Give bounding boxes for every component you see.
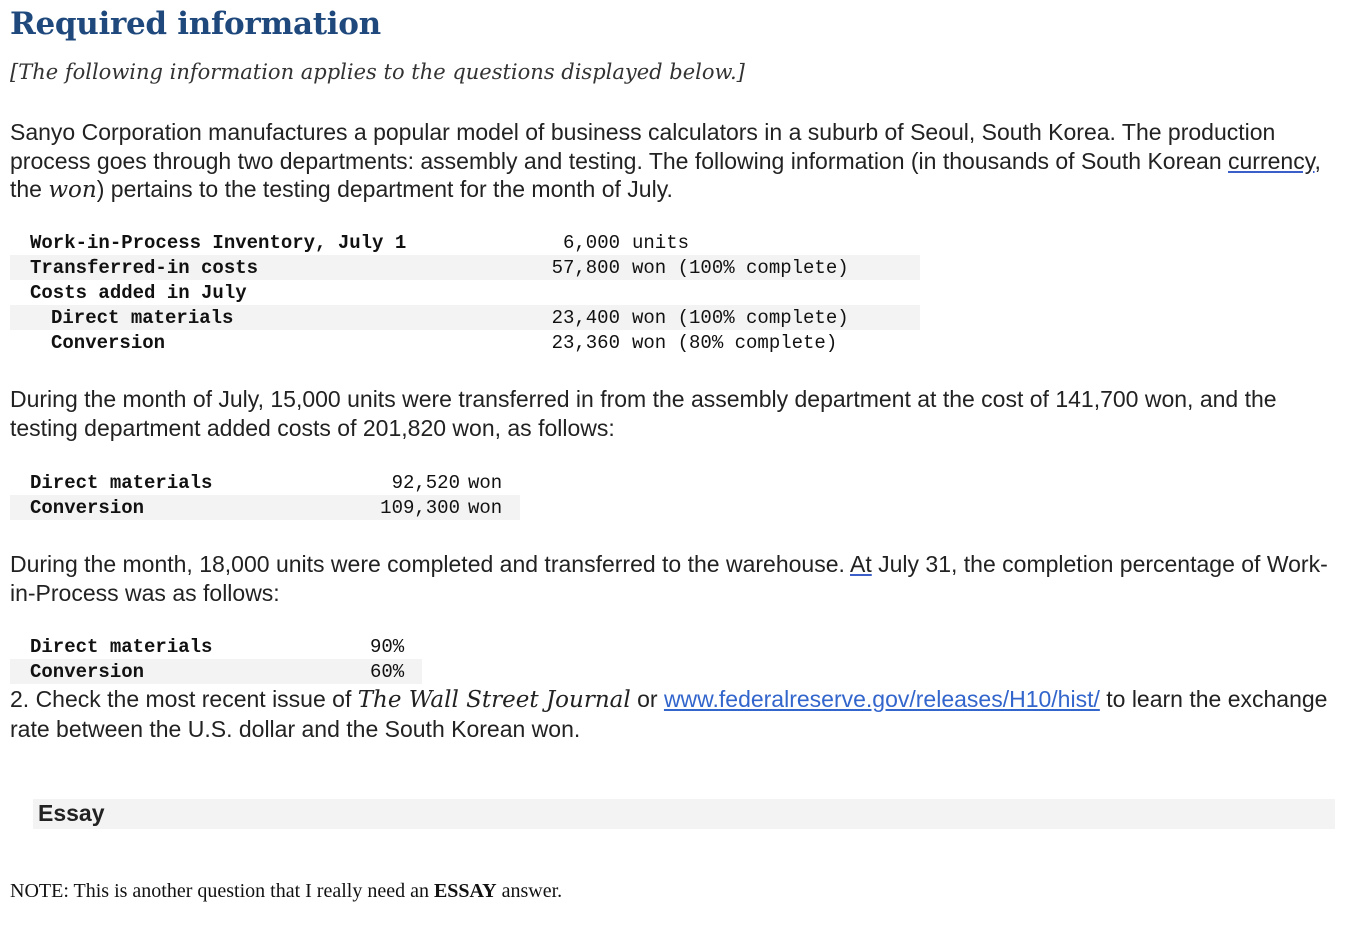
completion-text: During the month, 18,000 units were completed and transferred to the warehouse. (10, 551, 851, 577)
intro-text: ) pertains to the testing department for the month of July. (96, 176, 673, 202)
intro-text: , the (10, 147, 1321, 202)
row-value: 57,800 (480, 255, 620, 280)
row-label: Conversion (10, 659, 370, 684)
question-text: or (630, 686, 664, 712)
row-value: 92,520 (391, 471, 460, 494)
row-value: 23,400 (480, 305, 620, 330)
essay-section-header (33, 799, 1335, 829)
table-row (10, 305, 920, 330)
costs-added-table (10, 470, 520, 520)
row-label: Conversion (10, 495, 260, 520)
page-subtitle: [The following information applies to the questions displayed below.] (10, 60, 745, 84)
row-value: 23,360 (551, 331, 620, 354)
essay-label: Essay (38, 800, 105, 826)
table-row (10, 330, 920, 355)
row-label: Direct materials (30, 635, 213, 658)
table-row (10, 634, 422, 659)
page-title: Required information (10, 6, 381, 42)
row-suffix: units (632, 231, 690, 254)
row-suffix: won (100% complete) (620, 305, 920, 330)
journal-title: The Wall Street Journal (357, 687, 631, 713)
row-label: Work-in-Process Inventory, July 1 (30, 231, 407, 254)
note-emphasis: ESSAY (433, 880, 497, 902)
row-value: 109,300 (260, 495, 460, 520)
transfer-paragraph: During the month of July, 15,000 units were transferred in from the assembly department at the cost of 141,700 won, and the testing department added costs of 201,820 won, as follows: (10, 386, 1277, 441)
row-value: 6,000 (562, 231, 620, 254)
note-part: answer. (496, 880, 563, 902)
federal-reserve-link[interactable]: www.federalreserve.gov/releases/H10/hist/ (663, 686, 1100, 712)
table-row (10, 659, 422, 684)
completion-table (10, 634, 422, 684)
row-suffix: won (80% complete) (632, 331, 838, 354)
won-word: won (48, 177, 97, 203)
table-row (10, 255, 920, 280)
row-suffix: won (100% complete) (620, 255, 920, 280)
currency-word: currency (1228, 147, 1315, 174)
table-row (10, 230, 920, 255)
table-row (10, 495, 520, 520)
table-row (10, 470, 520, 495)
intro-text: Sanyo Corporation manufactures a popular model of business calculators in a suburb of Seoul, South Korea. The production process goes through two departments: assembly and testing. The following information (in thousands of South Korean (10, 119, 1276, 174)
question-text: to learn the exchange rate between the U.S. dollar and the South Korean won. (10, 686, 1328, 742)
row-value: 60% (370, 659, 422, 684)
row-label: Direct materials (30, 471, 213, 494)
intro-paragraph (10, 118, 1335, 205)
note-text (10, 880, 562, 903)
question-paragraph (10, 685, 1335, 743)
at-word: At (850, 551, 872, 577)
row-suffix: won (468, 471, 503, 494)
row-suffix: won (460, 495, 520, 520)
question-text: 2. Check the most recent issue of (10, 686, 358, 712)
table-row (10, 280, 920, 305)
completion-paragraph (10, 550, 1335, 607)
row-label: Costs added in July (30, 281, 247, 304)
row-value: 90% (370, 635, 405, 658)
wip-inventory-table (10, 230, 920, 355)
row-suffix (620, 280, 920, 305)
completion-text: July 31, the completion percentage of Work-in-Process was as follows: (10, 551, 1328, 606)
row-label: Transferred-in costs (10, 255, 480, 280)
row-label: Direct materials (10, 305, 480, 330)
row-value (480, 280, 620, 305)
row-label: Conversion (51, 331, 166, 354)
note-part: NOTE: This is another question that I really need an (10, 880, 434, 902)
